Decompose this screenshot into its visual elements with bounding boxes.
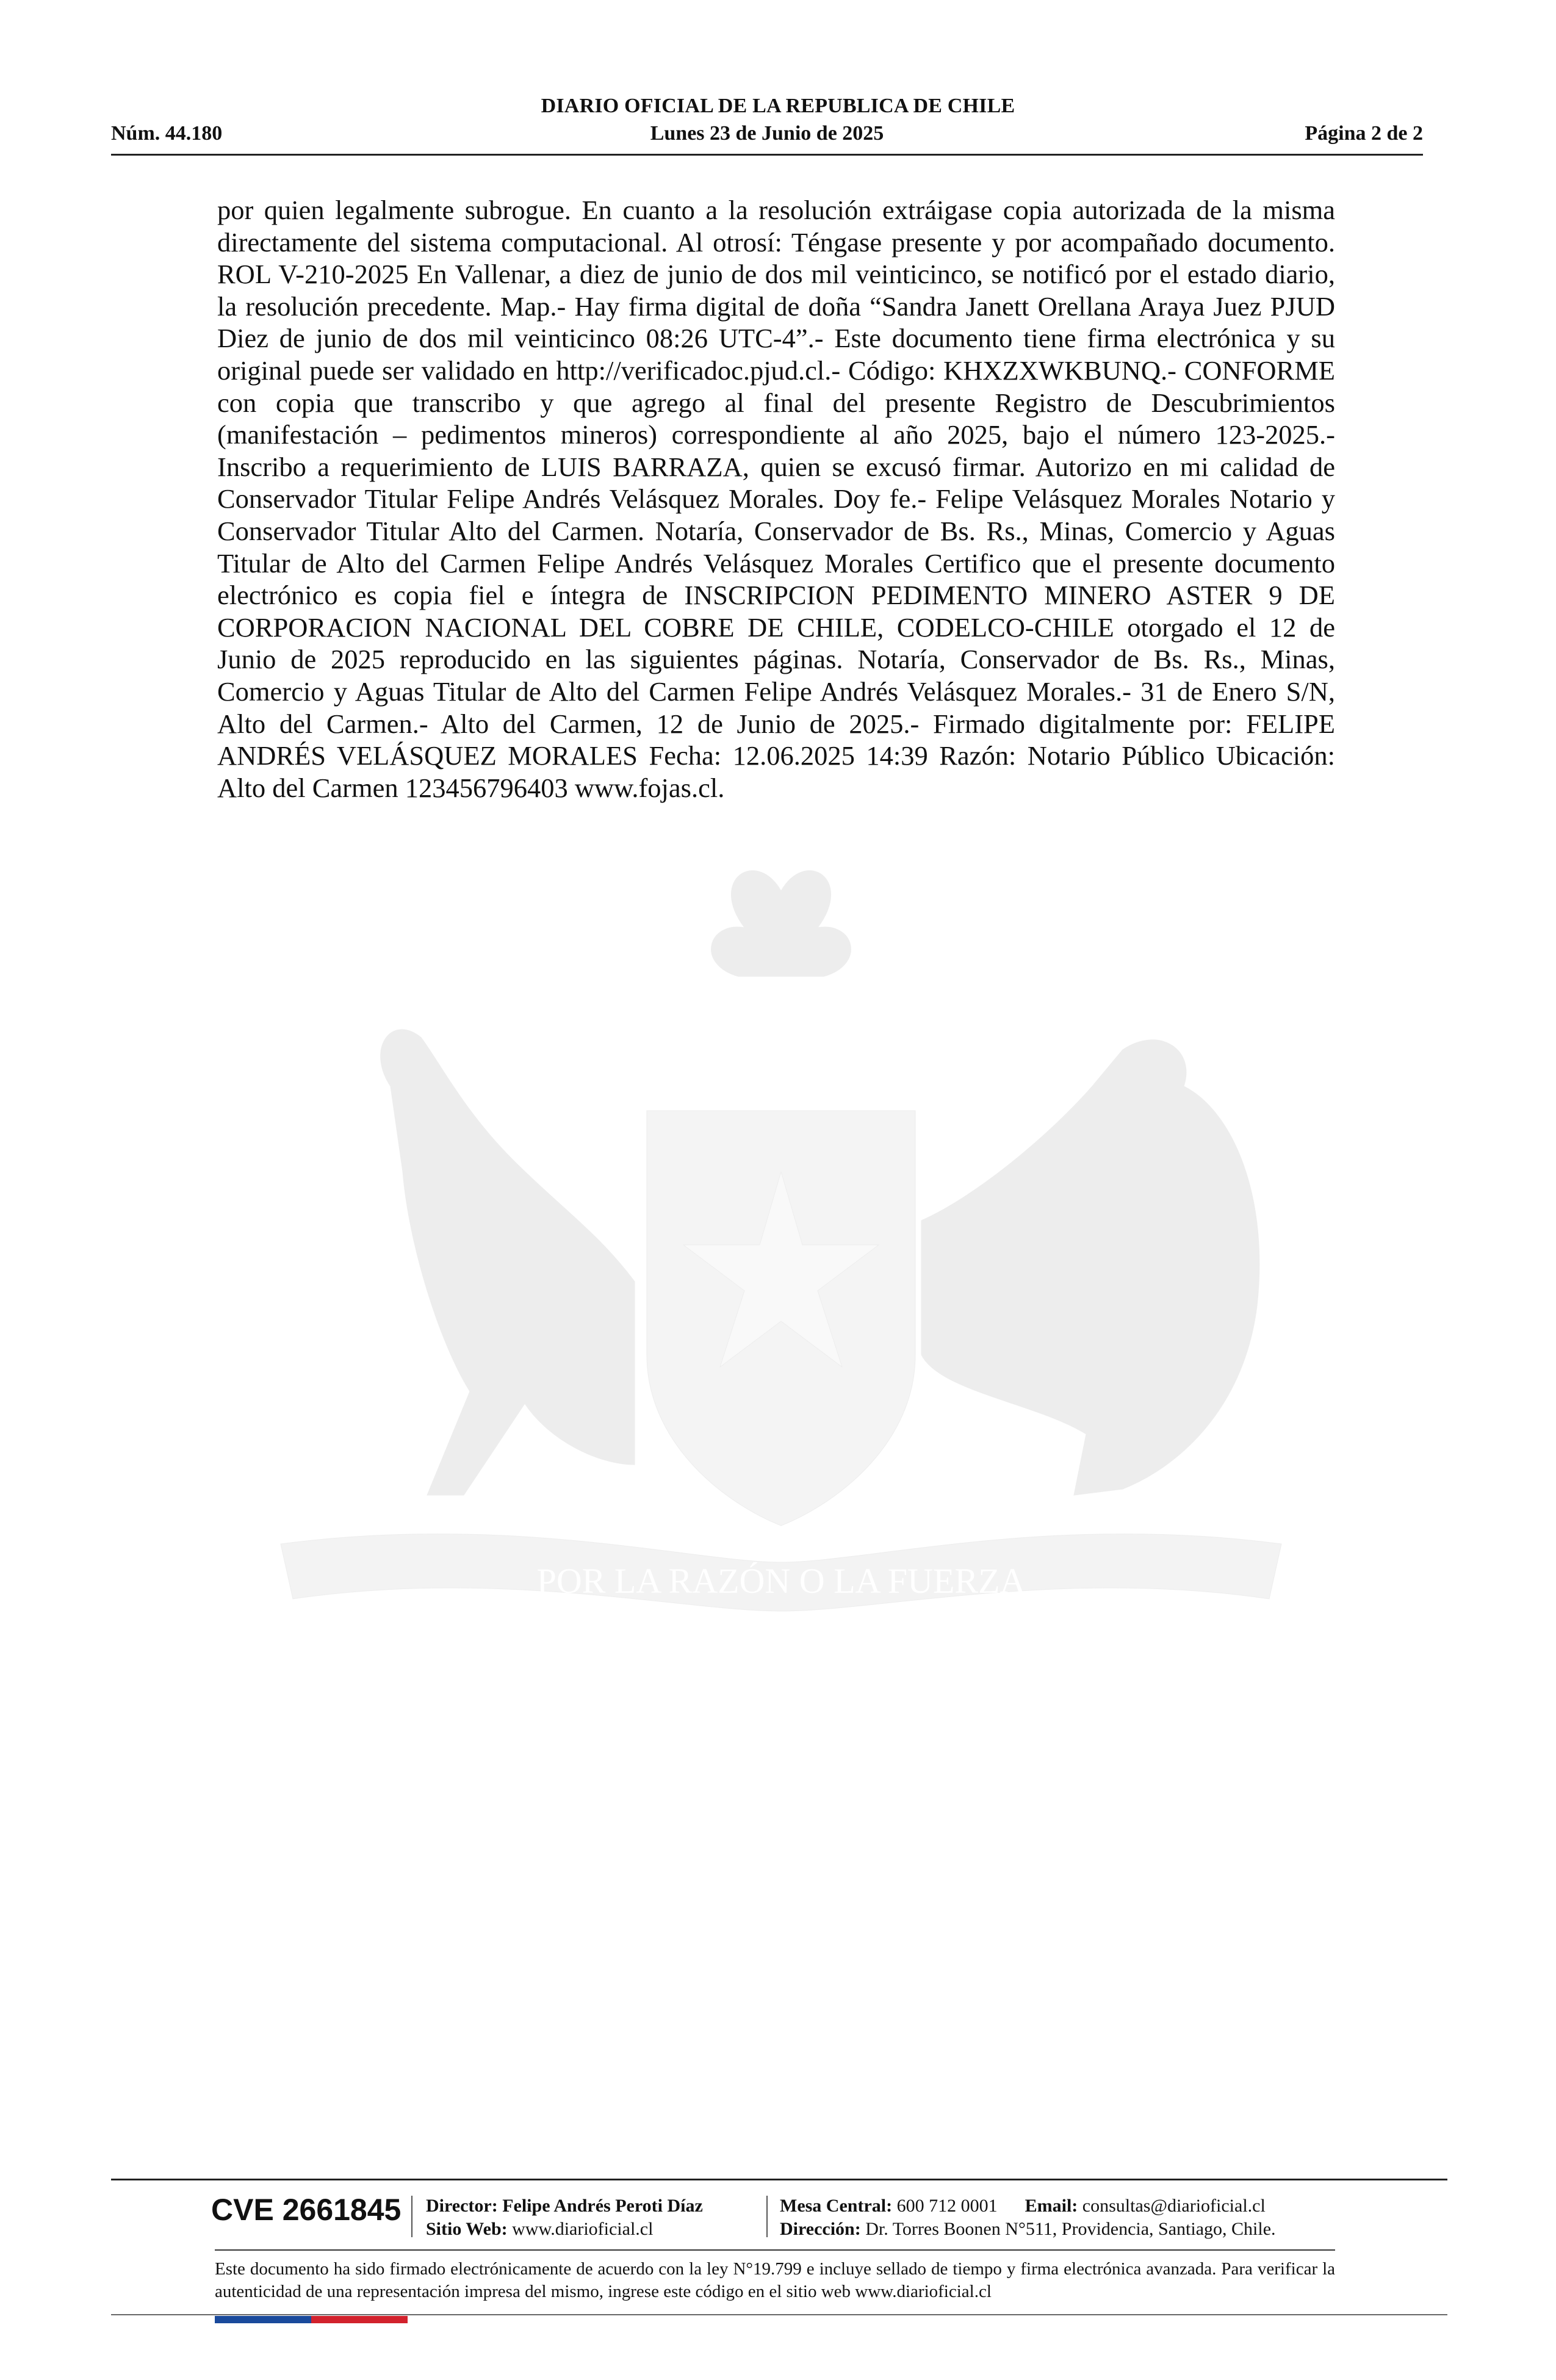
header-divider [111,154,1423,156]
legal-notice: Este documento ha sido firmado electrónicamente de acuerdo con la ley N°19.799 e incluye sellado de tiempo y firma electrónica avanzada. Para verificar la autenticidad de una representación impresa del mismo, ingrese este código en el sitio web www.diarioficial.cl [215,2259,1335,2301]
address-value: Dr. Torres Boonen N°511, Providencia, Santiago, Chile. [865,2219,1276,2239]
coat-of-arms-watermark [207,854,1355,1672]
address-label: Dirección: [780,2219,861,2239]
footer-top-divider [111,2179,1447,2180]
email-label: Email: [1025,2196,1078,2216]
flag-stripe-blue [215,2316,311,2323]
issue-number: Núm. 44.180 [111,122,223,145]
issue-date: Lunes 23 de Junio de 2025 [650,122,884,145]
site-label: Sitio Web: [426,2219,508,2239]
email-link[interactable]: consultas@diarioficial.cl [1082,2196,1266,2216]
cve-code: CVE 2661845 [211,2193,402,2227]
flag-stripe-red [311,2316,408,2323]
mesa-value: 600 712 0001 [896,2196,998,2216]
director-label: Director: [426,2196,498,2216]
motto-text: POR LA RAZÓN O LA FUERZA [536,1561,1026,1601]
footer-mid-divider [215,2249,1335,2251]
footer-separator [411,2196,412,2237]
plume-shape [711,871,851,976]
condor-shape [921,1040,1259,1495]
page-indicator: Página 2 de 2 [1305,122,1423,145]
footer-director-block [426,2194,703,2241]
huemul-shape [381,1030,635,1495]
footer-bottom-divider [111,2314,1447,2315]
footer-separator [766,2196,768,2237]
newspaper-title: DIARIO OFICIAL DE LA REPUBLICA DE CHILE [541,95,1015,117]
body-paragraph: por quien legalmente subrogue. En cuanto a la resolución extráigase copia autorizada de la misma directamente del sistema computacional. Al otrosí: Téngase presente y por acompañado documento. ROL V-210-2025 En Vallenar, a diez de junio de dos mil veinticinco, se notificó por el estado diario, la resolución precedente. Map.- Hay firma digital de doña “Sandra Janett Orellana Araya Juez PJUD Diez de junio de dos mil veinticinco 08:26 UTC-4”.- Este documento tiene firma electrónica y su original puede ser validado en http://verificadoc.pjud.cl.- Código: KHXZXWKBUNQ.- CONFORME con copia que transcribo y que agrego al final del presente Registro de Descubrimientos (manifestación – pedimentos mineros) correspondiente al año 2025, bajo el número 123-2025.- Inscribo a requerimiento de LUIS BARRAZA, quien se excusó firmar. Autorizo en mi calidad de Conservador Titular Felipe Andrés Velásquez Morales. Doy fe.- Felipe Velásquez Morales Notario y Conservador Titular Alto del Carmen. Notaría, Conservador de Bs. Rs., Minas, Comercio y Aguas Titular de Alto del Carmen Felipe Andrés Velásquez Morales Certifico que el presente documento electrónico es copia fiel e íntegra de INSCRIPCION PEDIMENTO MINERO ASTER 9 DE CORPORACION NACIONAL DEL COBRE DE CHILE, CODELCO-CHILE otorgado el 12 de Junio de 2025 reproducido en las siguientes páginas. Notaría, Conservador de Bs. Rs., Minas, Comercio y Aguas Titular de Alto del Carmen Felipe Andrés Velásquez Morales.- 31 de Enero S/N, Alto del Carmen.- Alto del Carmen, 12 de Junio de 2025.- Firmado digitalmente por: FELIPE ANDRÉS VELÁSQUEZ MORALES Fecha: 12.06.2025 14:39 Razón: Notario Público Ubicación: Alto del Carmen 123456796403 www.fojas.cl. [217,195,1335,803]
footer-contact-block [780,2194,1276,2241]
mesa-label: Mesa Central: [780,2196,893,2216]
director-value: Felipe Andrés Peroti Díaz [502,2196,703,2216]
site-link[interactable]: www.diarioficial.cl [512,2219,654,2239]
header-row [111,122,1423,148]
